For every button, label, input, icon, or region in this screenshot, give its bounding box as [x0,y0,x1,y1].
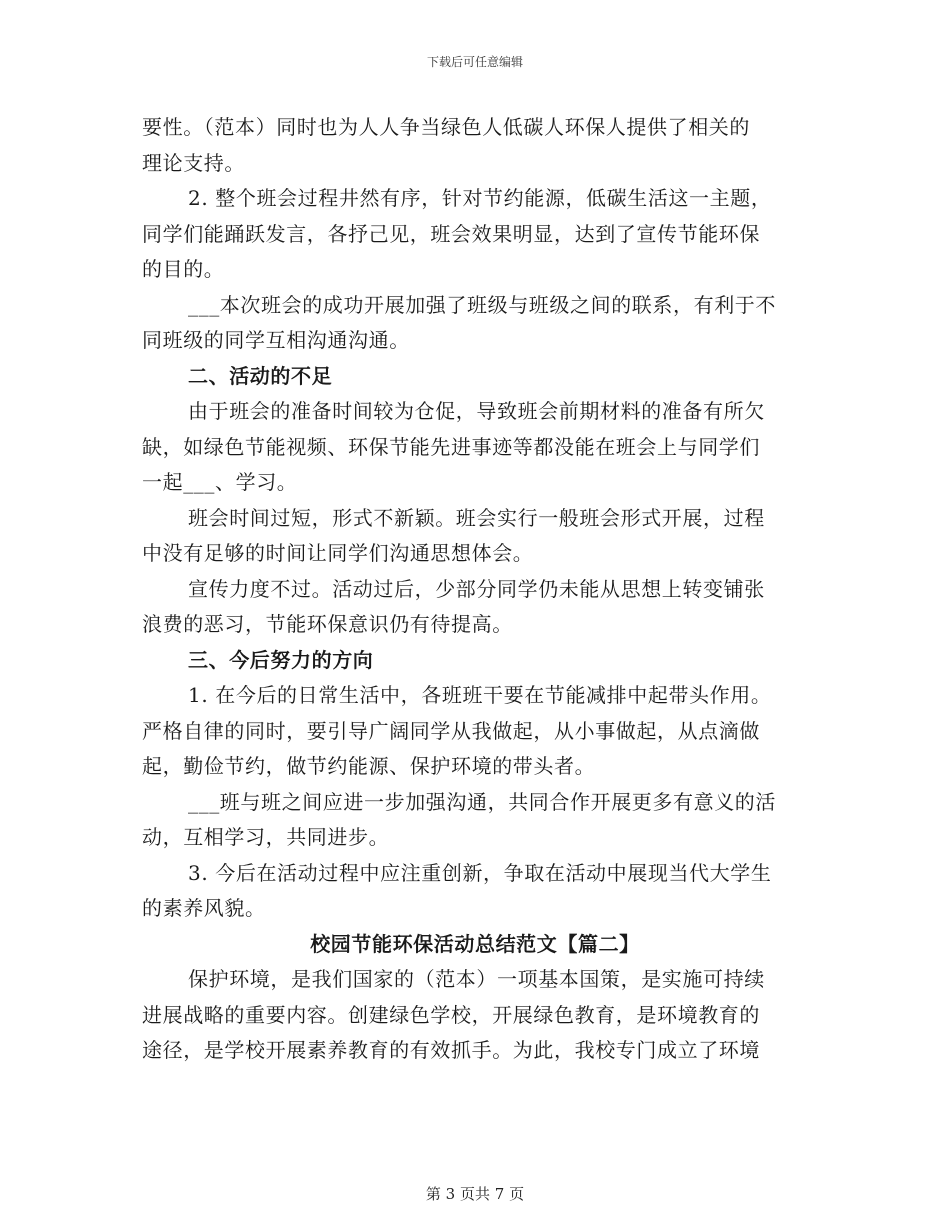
text-line: 浪费的恶习，节能环保意识仍有待提高。 [142,612,513,636]
text-line: 要性。（范本）同时也为人人争当绿色人低碳人环保人提供了相关的 [142,115,750,139]
text-line: 保护环境，是我们国家的（范本）一项基本国策，是实施可持续 [188,967,765,991]
text-line: 理论支持。 [142,150,245,175]
text-line: 中没有足够的时间让同学们沟通思想体会。 [142,541,534,565]
text-line: 由于班会的准备时间较为仓促，导致班会前期材料的准备有所欠 [188,399,765,423]
text-line: 同班级的同学互相沟通沟通。 [142,328,410,352]
text-line: 动，互相学习，共同进步。 [142,825,390,849]
text-line: 一起___、学习。 [142,470,298,494]
section-title: 校园节能环保活动总结范文【篇二】 [310,931,640,956]
text-line: 起，勤俭节约，做节约能源、保护环境的带头者。 [142,754,596,778]
page-footer: 第 3 页共 7 页 [425,1185,525,1203]
text-line: ___班与班之间应进一步加强沟通，共同合作开展更多有意义的活 [188,789,776,814]
text-line: 宣传力度不过。活动过后，少部分同学仍未能从思想上转变铺张 [188,576,765,601]
text-line: 缺，如绿色节能视频、环保节能先进事迹等都没能在班会上与同学们 [142,434,760,459]
text-line: 的目的。 [142,257,225,281]
text-line: 2. 整个班会过程井然有序，针对节约能源，低碳生活这一主题， [188,186,772,210]
page-header: 下载后可任意编辑 [426,55,523,69]
text-line: 的素养风貌。 [142,896,266,920]
text-line: 同学们能踊跃发言，各抒己见，班会效果明显，达到了宣传节能环保 [142,221,760,246]
text-line: 进展战略的重要内容。创建绿色学校，开展绿色教育，是环境教育的 [142,1002,760,1027]
text-line: 班会时间过短，形式不新颖。班会实行一般班会形式开展，过程 [188,505,765,530]
text-line: 1. 在今后的日常生活中，各班班干要在节能减排中起带头作用。 [188,683,772,707]
document-body [142,110,808,1069]
section-heading: 二、活动的不足 [188,363,333,388]
text-line: 途径，是学校开展素养教育的有效抓手。为此，我校专门成立了环境 [142,1038,760,1062]
text-line: ___本次班会的成功开展加强了班级与班级之间的联系，有利于不 [188,292,776,317]
text-line: 严格自律的同时，要引导广阔同学从我做起，从小事做起，从点滴做 [142,718,760,743]
section-heading: 三、今后努力的方向 [188,647,374,672]
text-line: 3. 今后在活动过程中应注重创新，争取在活动中展现当代大学生 [188,860,772,885]
